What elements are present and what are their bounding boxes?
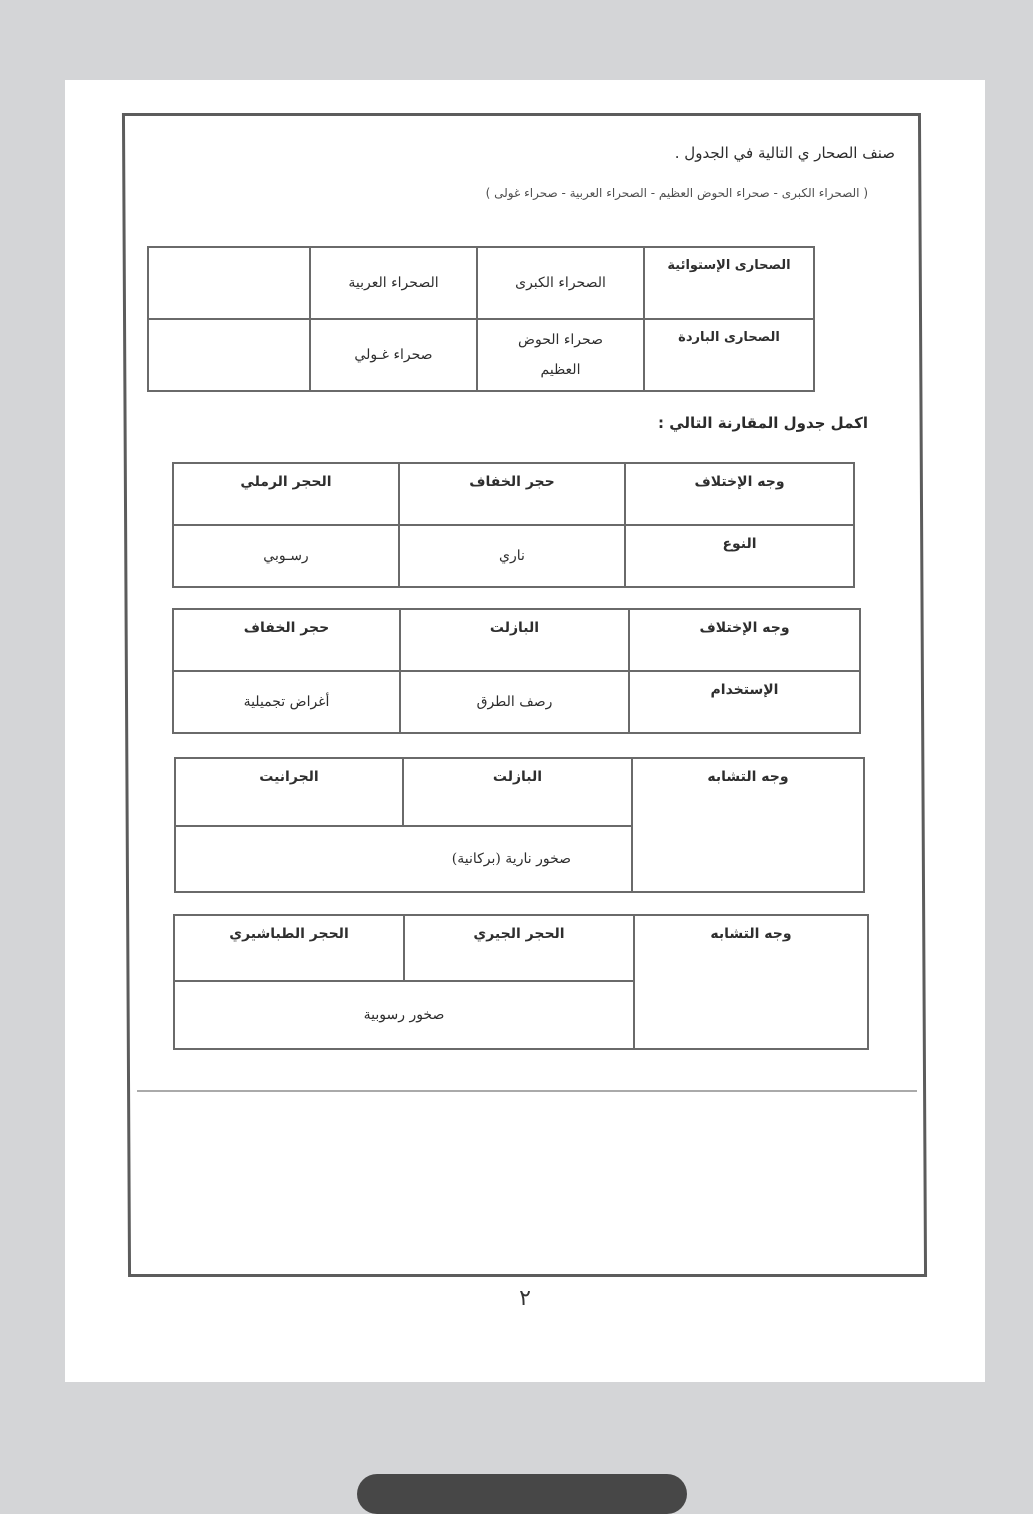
comparison-table-3 (174, 757, 865, 893)
cold-desert-answer-3 (148, 319, 310, 391)
comparison-3-col1: البازلت (403, 758, 632, 826)
comparison-2-answer-1: رصف الطرق (400, 671, 629, 733)
hot-desert-answer-2: الصحراء العربية (310, 247, 477, 319)
page-number: ٢ (519, 1286, 531, 1311)
question-2-instruction: اكمل جدول المقارنة التالي : (658, 414, 868, 432)
comparison-1-answer-1: ناري (399, 525, 625, 587)
hot-desert-answer-3 (148, 247, 310, 319)
comparison-3-aspect: وجه التشابه (632, 758, 864, 892)
comparison-1-row-label: النوع (625, 525, 854, 587)
deserts-table (147, 246, 815, 392)
worksheet-page (65, 80, 985, 1382)
comparison-2-col2: حجر الخفاف (173, 609, 400, 671)
comparison-2-col1: البازلت (400, 609, 629, 671)
comparison-4-col1: الحجر الجيري (404, 915, 634, 981)
question-1-instruction: صنف الصحار ي التالية في الجدول . (674, 144, 895, 162)
comparison-1-col2: الحجر الرملي (173, 463, 399, 525)
comparison-2-answer-2: أغراض تجميلية (173, 671, 400, 733)
comparison-2-row-label: الإستخدام (629, 671, 860, 733)
bottom-handle-bar[interactable] (357, 1474, 687, 1514)
comparison-3-answer: صخور نارية (بركانية) (175, 826, 632, 892)
comparison-4-col2: الحجر الطباشيري (174, 915, 404, 981)
comparison-table-4 (173, 914, 869, 1050)
question-1-options: ( الصحراء الكبرى - صحراء الحوض العظيم - الصحراء العربية - صحراء غولى ) (485, 186, 868, 200)
hot-deserts-label: الصحارى الإستوائية (644, 247, 814, 319)
comparison-2-aspect: وجه الإختلاف (629, 609, 860, 671)
comparison-4-aspect: وجه التشابه (634, 915, 868, 1049)
cold-desert-answer-2: صحراء غـولي (310, 319, 477, 391)
comparison-table-1 (172, 462, 855, 588)
cold-desert-answer-1: صحراء الحوض العظيم (477, 319, 644, 391)
comparison-1-aspect: وجه الإختلاف (625, 463, 854, 525)
comparison-3-col2: الجرانيت (175, 758, 403, 826)
comparison-table-2 (172, 608, 861, 734)
comparison-1-answer-2: رسـوبي (173, 525, 399, 587)
cold-deserts-label: الصحارى الباردة (644, 319, 814, 391)
comparison-1-col1: حجر الخفاف (399, 463, 625, 525)
hot-desert-answer-1: الصحراء الكبرى (477, 247, 644, 319)
comparison-4-answer: صخور رسوبية (174, 981, 634, 1049)
section-divider (137, 1090, 917, 1092)
